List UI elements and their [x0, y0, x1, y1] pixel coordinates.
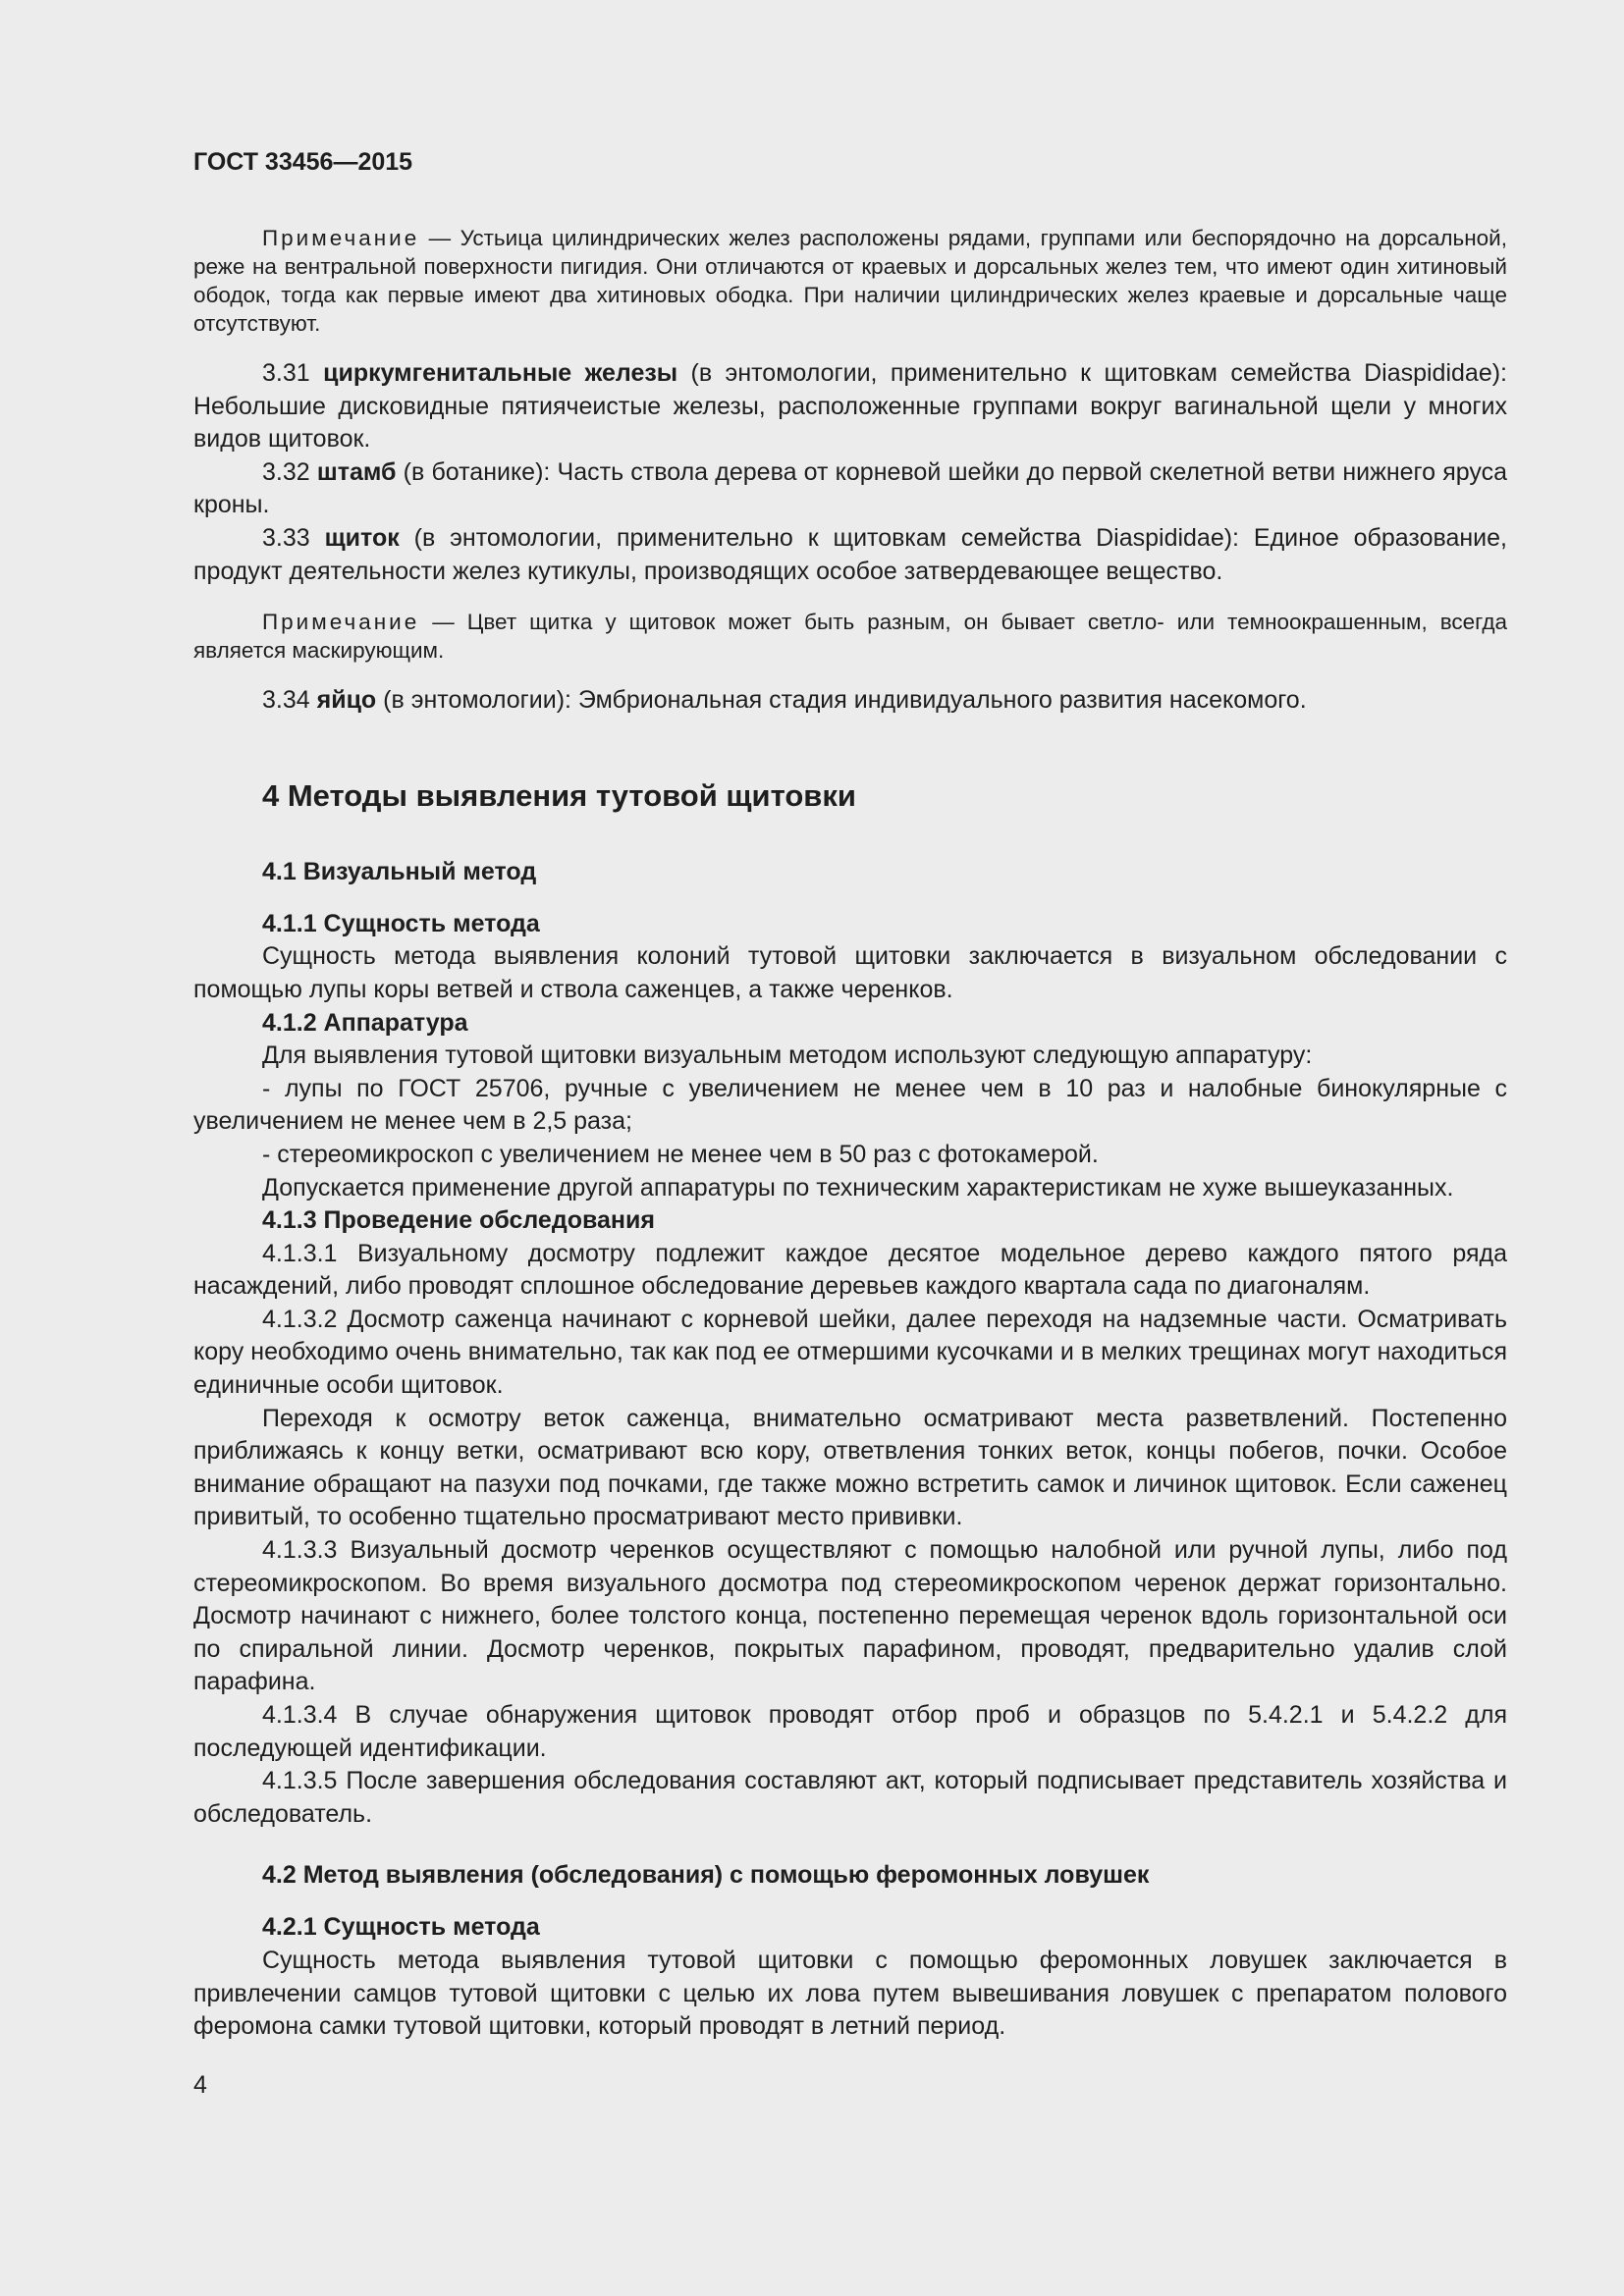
term-number: 3.32 [262, 457, 317, 486]
term-3-32 [193, 456, 1507, 522]
list-item-stereomicroscope: - стереомикроскоп с увеличением не менее чем в 50 раз с фотокамерой. [262, 1140, 1099, 1168]
paragraph-4-1-3-2: 4.1.3.2 Досмотр саженца начинают с корневой шейки, далее переходя на надземные части. Осматривать кору необходимо очень внимательно, так как под ее отмершими кусочками и в мелких трещинах могут находиться единичные особи щитовок. [193, 1305, 1507, 1400]
term-number: 3.31 [262, 359, 324, 387]
section-4-1-2-allowance: Допускается применение другой аппаратуры по техническим характеристикам не хуже вышеуказанных. [262, 1173, 1454, 1201]
paragraph-4-1-3-1: 4.1.3.1 Визуальному досмотру подлежит каждое десятое модельное дерево каждого пятого ряда насаждений, либо проводят сплошное обследование деревьев каждого квартала сада по диагоналям. [193, 1239, 1507, 1301]
term-name: циркумгенитальные железы [323, 359, 678, 387]
term-number: 3.34 [262, 686, 317, 715]
note-text: — Цвет щитка у щитовок может быть разным, он бывает светло- или темноокрашенным, всегда является маскирующим. [193, 610, 1507, 664]
paragraph-4-1-3-5: 4.1.3.5 После завершения обследования составляют акт, который подписывает представитель хозяйства и обследователь. [193, 1767, 1507, 1828]
document-code: ГОСТ 33456—2015 [193, 148, 413, 176]
paragraph-4-1-3-2-cont: Переходя к осмотру веток саженца, внимательно осматривают места разветвлений. Постепенно приближаясь к концу ветки, осматривают всю кору, ответвления тонких веток, концы побегов, почки. Особое внимание обращают на пазухи под почками, где также можно встретить самок и личинок щитовок. Если саженец привитый, то особенно тщательно просматривают место прививки. [193, 1404, 1507, 1531]
list-item-magnifiers: - лупы по ГОСТ 25706, ручные с увеличением не менее чем в 10 раз и налобные бинокулярные с увеличением не менее чем в 2,5 раза; [193, 1074, 1507, 1136]
note-scale-color [193, 608, 1507, 665]
note-label: Примечание [262, 610, 420, 635]
paragraph-4-1-3-4: 4.1.3.4 В случае обнаружения щитовок проводят отбор проб и образцов по 5.4.2.1 и 5.4.2.2 для последующей идентификации. [193, 1701, 1507, 1762]
section-4-1-3-title: 4.1.3 Проведение обследования [262, 1206, 655, 1235]
note-label: Примечание [262, 226, 420, 250]
section-4-1-2-title: 4.1.2 Аппаратура [262, 1008, 468, 1037]
section-4-1-title: 4.1 Визуальный метод [262, 857, 537, 885]
page-number: 4 [193, 2071, 207, 2099]
term-name: штамб [316, 457, 397, 486]
term-3-31 [193, 357, 1507, 456]
term-definition: (в энтомологии, применительно к щитовкам семейства Diaspididae): Небольшие дисковидные пятиячеистые железы, расположенные группами вокруг вагинальной щели у многих видов щитовок. [193, 359, 1507, 454]
term-name: яйцо [316, 686, 377, 715]
section-4-1-1-title: 4.1.1 Сущность метода [262, 909, 540, 937]
term-definition: (в энтомологии): Эмбриональная стадия индивидуального развития насекомого. [376, 686, 1307, 715]
page-body [193, 224, 1507, 2044]
section-4-1-2-intro: Для выявления тутовой щитовки визуальным методом используют следующую аппаратуру: [262, 1041, 1313, 1070]
term-name: щиток [324, 523, 400, 552]
section-4-2-1-text: Сущность метода выявления тутовой щитовки с помощью феромонных ловушек заключается в привлечении самцов тутовой щитовки с целью их лова путем вывешивания ловушек с препаратом полового феромона самки тутовой щитовки, который проводят в летний период. [193, 1946, 1507, 2041]
section-4-2-title: 4.2 Метод выявления (обследования) с помощью феромонных ловушек [262, 1861, 1150, 1890]
paragraph-4-1-3-3: 4.1.3.3 Визуальный досмотр черенков осуществляют с помощью налобной или ручной лупы, либо под стереомикроскопом. Во время визуального досмотра под стереомикроскопом черенок держат горизонтально. Досмотр начинают с нижнего, более толстого конца, постепенно перемещая черенок вдоль горизонтальной оси по спиральной линии. Досмотр черенков, покрытых парафином, проводят, предварительно удалив слой парафина. [193, 1536, 1507, 1696]
section-4-2-1-title: 4.2.1 Сущность метода [262, 1913, 540, 1942]
term-number: 3.33 [262, 523, 325, 552]
section-4-1-1-text: Сущность метода выявления колоний тутовой щитовки заключается в визуальном обследовании с помощью лупы коры ветвей и ствола саженцев, а также черенков. [193, 942, 1507, 1003]
note-cylindrical-glands [193, 224, 1507, 338]
term-definition: (в ботанике): Часть ствола дерева от корневой шейки до первой скелетной ветви нижнего яруса кроны. [193, 457, 1507, 519]
term-definition: (в энтомологии, применительно к щитовкам семейства Diaspididae): Единое образование, продукт деятельности желез кутикулы, производящих особое затвердевающее вещество. [193, 523, 1507, 585]
term-3-34 [193, 684, 1507, 718]
term-3-33 [193, 522, 1507, 588]
note-text: — Устьица цилиндрических желез расположены рядами, группами или беспорядочно на дорсальной, реже на вентральной поверхности пигидия. Они отличаются от краевых и дорсальных желез тем, что имеют один хитиновый ободок, тогда как первые имеют два хитиновых ободка. При наличии цилиндрических желез краевые и дорсальные чаще отсутствуют. [193, 226, 1507, 336]
section-4-title: 4 Методы выявления тутовой щитовки [262, 777, 856, 813]
